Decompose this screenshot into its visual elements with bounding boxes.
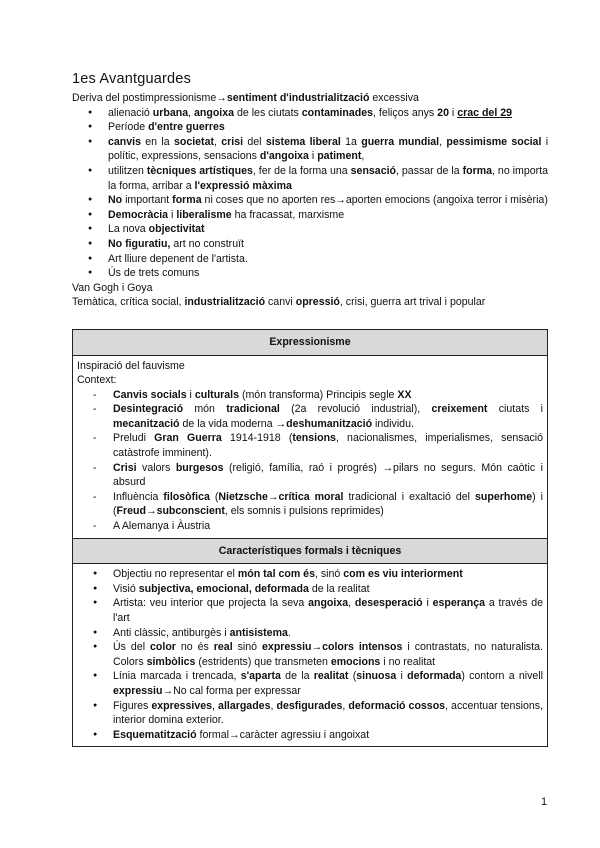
list-item: ● Esquematització formal→caràcter agressiu i angoixat [113, 728, 543, 743]
list-item: - Canvis socials i culturals (món transforma) Principis segle XX [113, 388, 543, 403]
page-title: 1es Avantguardes [72, 71, 192, 87]
list-item: ● Democràcia i liberalisme ha fracassat, marxisme [108, 208, 548, 223]
list-item: ● utilitzen tècniques artístiques, fer de la forma una sensació, passar de la forma, no importa la forma, arribar a l'expressió màxima [108, 164, 548, 193]
caracteristiques-cell [73, 564, 548, 747]
vangogh-line: Van Gogh i Goya [72, 281, 153, 294]
list-item: ● alienació urbana, angoixa de les ciutats contaminades, feliços anys 20 i crac del 29 [108, 106, 548, 121]
list-item: ● No important forma ni coses que no aporten res→aporten emocions (angoixa terror i misèria) [108, 193, 548, 208]
page-number: 1 [541, 796, 548, 808]
list-item: ● Art lliure depenent de l'artista. [108, 252, 548, 267]
list-item: - A Alemanya i Àustria [113, 519, 543, 534]
list-item: ● canvis en la societat, crisi del sistema liberal 1a guerra mundial, pessimisme social i polític, expressions, sensacions d'angoixa i patiment, [108, 135, 548, 164]
list-item: ● La nova objectivitat [108, 222, 548, 237]
list-item: ● Període d'entre guerres [108, 120, 548, 135]
expressionisme-table [72, 329, 548, 747]
list-item: ● Figures expressives, allargades, desfigurades, deformació cossos, accentuar tensions, interior domina exterior. [113, 699, 543, 728]
list-item: ● Ús del color no és real sinó expressiu→colors intensos i contrastats, no naturalista. Colors simbòlics (estridents) que transmeten emocions i no realitat [113, 640, 543, 669]
table-header-caracteristiques: Característiques formals i tècniques [73, 538, 548, 564]
list-item: - Preludi Gran Guerra 1914-1918 (tensions, nacionalismes, imperialismes, sensació catàstrofe imminent). [113, 431, 543, 460]
document-page [72, 70, 548, 747]
list-item: ● Visió subjectiva, emocional, deformada de la realitat [113, 582, 543, 597]
list-item: ● Línia marcada i trencada, s'aparta de la realitat (sinuosa i deformada) contorn a nivell expressiu→No cal forma per expressar [113, 669, 543, 698]
list-item: - Crisi valors burgesos (religió, família, raó i progrés) →pilars no segurs. Món caòtic i absurd [113, 461, 543, 490]
caracteristiques-list [77, 567, 543, 742]
context-cell: Inspiració del fauvisme Context: - Canvis socials i culturals (món transforma) Principis segle XX - Desintegració món tradicional (2a revolució industrial), creixement ciutats i mecanització de la vida moderna →deshumanització individu. - Preludi Gran Guerra 1914-1918 (tensions, nacionalismes, imperialismes, sensació catàstrofe imminent). - Crisi valors burgesos (religió, família, raó i progrés) →pilars no segurs. Món caòtic i absurd - Influència filosòfica (Nietzsche→crítica moral tradicional i exaltació del superhome) i (Freud→subconscient, els somnis i pulsions reprimides) - A Alemanya i Àustria [73, 355, 548, 538]
list-item: ● No figuratiu, art no construït [108, 237, 548, 252]
avantguardes-list [72, 106, 548, 281]
list-item: ● Anti clàssic, antiburgès i antisistema. [113, 626, 543, 641]
tematica-line: Temàtica, crítica social, industrialització canvi opressió, crisi, guerra art trival i popular [72, 296, 486, 309]
context-list [77, 388, 543, 534]
list-item: ● Ús de trets comuns [108, 266, 548, 281]
list-item: - Influència filosòfica (Nietzsche→crítica moral tradicional i exaltació del superhome) i (Freud→subconscient, els somnis i pulsions reprimides) [113, 490, 543, 519]
list-item: ● Artista: veu interior que projecta la seva angoixa, desesperació i esperança a través de l'art [113, 596, 543, 625]
table-header-expressionisme: Expressionisme [73, 329, 548, 355]
list-item: ● Objectiu no representar el món tal com és, sinó com es viu interiorment [113, 567, 543, 582]
intro-line: Deriva del postimpressionisme→sentiment d'industrialització excessiva [72, 92, 419, 104]
list-item: - Desintegració món tradicional (2a revolució industrial), creixement ciutats i mecanització de la vida moderna →deshumanització individu. [113, 402, 543, 431]
